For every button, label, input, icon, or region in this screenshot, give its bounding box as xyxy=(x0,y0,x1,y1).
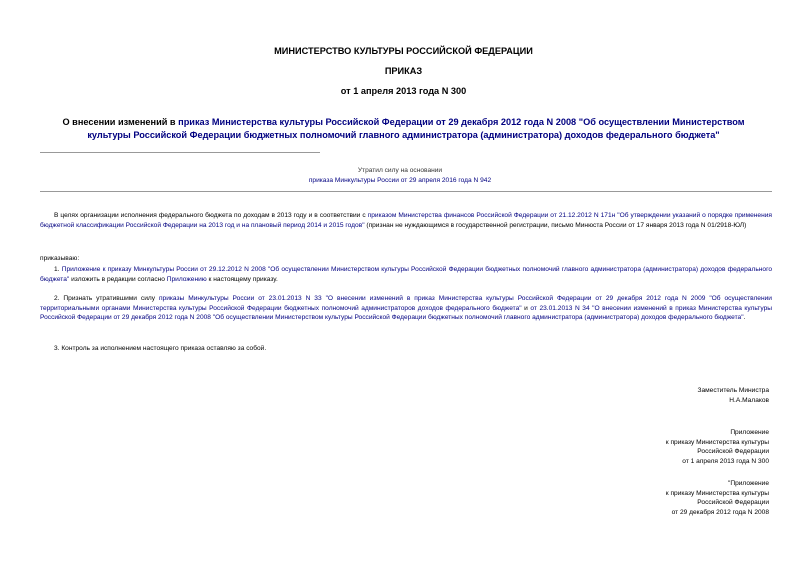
order-34-link[interactable]: от 23.01.2013 N 34 "О внесении изменений в приказ Министерства культуры Российской Федерации от 29 декабря 2012 года N 2008 "Об осуществлении Министерством культуры Российской Федерации бюджетных полномочий главного администратора (администратора) доходов федерального бюджета" xyxy=(40,304,773,322)
order-word: приказываю: xyxy=(40,255,80,262)
appendix-link[interactable]: Приложению xyxy=(166,275,207,283)
separator-line-top xyxy=(40,152,320,153)
item-1-number: 1. xyxy=(54,266,62,273)
expired-notice-link[interactable]: приказа Минкультуры России от 29 апреля 2016 года N 942 xyxy=(308,177,492,184)
appendix-quote-line-1: "Приложение xyxy=(727,480,769,487)
orders-33-link[interactable]: приказы Минкультуры России от 23.01.2013 N 33 "О внесении изменений в приказ Министерства культуры Российской Федерации от 29 декабря 2012 года N 2009 "Об осуществлении территориальными органами Министерства культуры Российской Федерации бюджетных полномочий администраторов доходов федерального бюджета" xyxy=(40,295,772,312)
item-1-text: изложить в редакции согласно xyxy=(69,275,167,283)
signature-block xyxy=(697,386,769,405)
item-2-conj: и xyxy=(521,304,531,312)
separator-line-bottom xyxy=(40,191,772,192)
appendix-line-4: от 1 апреля 2013 года N 300 xyxy=(682,457,769,465)
appendix-block xyxy=(666,428,769,466)
preamble-text-2: (признан не нуждающимся в государственной регистрации, письмо Минюста России от 17 января 2013 года N 01/2918-ЮЛ) xyxy=(364,221,747,229)
appendix-quote-line-4: от 29 декабря 2012 года N 2008 xyxy=(671,508,769,516)
signature-name: Н.А.Малаков xyxy=(729,396,769,404)
item-2-text: 2. Признать утратившими силу xyxy=(54,295,159,302)
appendix-quote-line-2: к приказу Министерства культуры xyxy=(665,489,769,497)
item-2-end: . xyxy=(743,314,746,322)
item-3-paragraph: 3. Контроль за исполнением настоящего приказа оставляю за собой. xyxy=(54,345,267,352)
appendix-order-2008-link[interactable]: Приложение к приказу Минкультуры России от 29.12.2012 N 2008 "Об осуществлении Министерством культуры Российской Федерации бюджетных полномочий главного администратора (администратора) доходов федерального бюджета" xyxy=(40,266,772,283)
expired-notice-text: Утратил силу на основании xyxy=(357,167,443,174)
preamble-paragraph xyxy=(40,211,772,230)
title-order-link[interactable]: приказ Министерства культуры Российской Федерации от 29 декабря 2012 года N 2008 "Об осуществлении Министерством культуры Российской Федерации бюджетных полномочий главного администратора (администратора) доходов федерального бюджета" xyxy=(87,117,745,140)
item-1-paragraph xyxy=(40,265,772,284)
ministry-heading: МИНИСТЕРСТВО КУЛЬТУРЫ РОССИЙСКОЙ ФЕДЕРАЦИИ xyxy=(274,46,533,56)
item-1-text-end: к настоящему приказу. xyxy=(206,275,278,283)
appendix-line-3: Российской Федерации xyxy=(697,448,769,456)
appendix-quote-block xyxy=(666,479,769,517)
title-prefix: О внесении изменений в xyxy=(62,117,179,127)
appendix-line-1: Приложение xyxy=(730,429,769,436)
appendix-line-2: к приказу Министерства культуры xyxy=(665,438,769,446)
minfin-order-link[interactable]: приказом Министерства финансов Российской Федерации от 21.12.2012 N 171н "Об утверждении указаний о порядке применения бюджетной классификации Российской Федерации на 2013 год и на плановый период 2014 и 2015 годов" xyxy=(40,212,772,229)
preamble-text-1: В целях организации исполнения федерального бюджета по доходам в 2013 году и в соответствии с xyxy=(54,212,368,219)
expired-notice xyxy=(300,166,500,186)
doc-type-heading: ПРИКАЗ xyxy=(384,66,423,76)
item-2-paragraph xyxy=(40,294,772,323)
signature-position: Заместитель Министра xyxy=(697,387,769,394)
document-title xyxy=(40,116,767,142)
doc-date-number: от 1 апреля 2013 года N 300 xyxy=(340,86,467,96)
appendix-quote-line-3: Российской Федерации xyxy=(697,499,769,507)
